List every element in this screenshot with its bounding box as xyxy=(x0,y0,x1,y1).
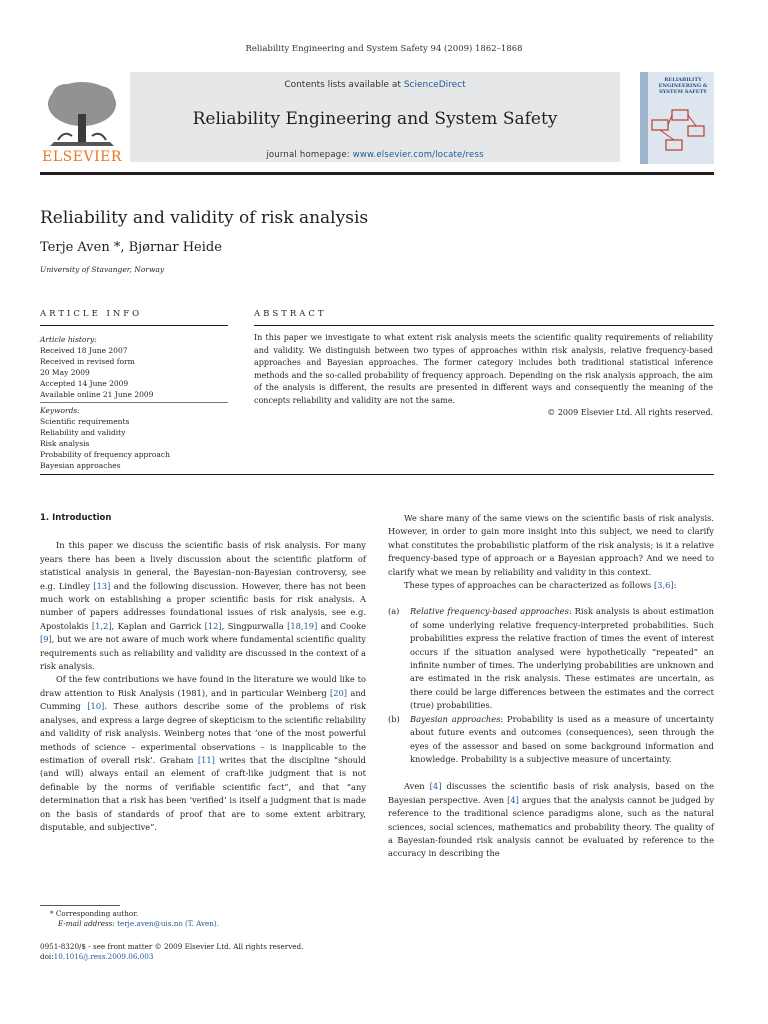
keywords-label: Keywords: xyxy=(40,406,80,415)
article-info xyxy=(40,334,228,400)
cover-title: RELIABILITY ENGINEERING & SYSTEM SAFETY xyxy=(658,77,708,95)
history-label: Article history: xyxy=(40,335,97,344)
info-rule-mid xyxy=(40,402,228,403)
article-title: Reliability and validity of risk analysis xyxy=(40,208,369,228)
left-column xyxy=(40,512,366,834)
contents-line: Contents lists available at ScienceDirect xyxy=(284,80,466,90)
paragraph: Aven [4] discusses the scientific basis of risk analysis, based on the Bayesian perspective. Aven [4] argues that the analysis cannot be judged by reference to the traditional science paradigms alone, such as the natural sciences, social sciences, mathematics and probability theory. The quality of a Bayesian-founded risk analysis cannot be evaluated by reference to the accuracy in describing the xyxy=(388,781,715,859)
sciencedirect-link[interactable]: ScienceDirect xyxy=(403,80,466,90)
section-title: 1. Introduction xyxy=(40,513,112,523)
abstract-heading: ABSTRACT xyxy=(254,309,327,319)
cover-diagram xyxy=(648,108,708,158)
running-head: Reliability Engineering and System Safety 94 (2009) 1862–1868 xyxy=(245,44,523,54)
history-item: Received 18 June 2007 xyxy=(40,346,128,355)
citation[interactable]: [12] xyxy=(204,620,222,631)
history-item: Received in revised form xyxy=(40,357,135,366)
abstract-rule-top xyxy=(254,325,714,326)
journal-cover xyxy=(640,72,714,164)
list-item: (b) Bayesian approaches: Probability is used as a measure of uncertainty about future events and outcomes (consequences), seen through the eyes of the assessor and based on some background information and knowledge. Probability is a subjective measure of uncertainty. xyxy=(388,713,714,764)
history-item: 20 May 2009 xyxy=(40,368,90,377)
email-line: E-mail address: terje.aven@uis.no (T. Aven). xyxy=(58,919,220,928)
citation[interactable]: [18,19] xyxy=(287,620,318,631)
journal-homepage: journal homepage: www.elsevier.com/locate/ress xyxy=(266,150,484,160)
citation[interactable]: [1,2] xyxy=(91,620,112,631)
info-rule-top xyxy=(40,325,228,326)
citation[interactable]: [11] xyxy=(197,754,215,765)
citation[interactable]: [9] xyxy=(40,634,52,645)
citation[interactable]: [13] xyxy=(93,580,111,591)
abstract-body xyxy=(254,332,713,420)
elsevier-logo xyxy=(40,74,124,166)
abstract-text: In this paper we investigate to what extent risk analysis meets the scientific quality requirements of reliability and validity. We distinguish between two types of approaches within risk analysis, relative frequency-based approaches and Bayesian approaches. The former category includes both traditional statistical inference methods and the so-called probability of frequency approach. Depending on the risk analysis approach, the aim of the analysis is different, the results are presented in different ways and consequently the meaning of the concepts reliability and validity are not the same. xyxy=(254,333,713,405)
copyright: © 2009 Elsevier Ltd. All rights reserved. xyxy=(547,408,713,417)
homepage-link[interactable]: www.elsevier.com/locate/ress xyxy=(352,150,484,160)
abstract-rule-bottom xyxy=(40,474,714,475)
keywords xyxy=(40,405,228,471)
keyword-item: Reliability and validity xyxy=(40,428,126,437)
journal-masthead xyxy=(130,72,620,162)
approach-list xyxy=(388,605,714,766)
article-info-heading: ARTICLE INFO xyxy=(40,309,143,319)
paragraph: We share many of the same views on the scientific basis of risk analysis. However, in order to gain more insight into this subject, we need to clarify what constitutes the probabilistic platform of the risk analysis; is it a relative frequency-based type of approach or a Bayesian approach? And we need to clarify what we mean by reliability and validity in this context. xyxy=(388,513,714,577)
history-item: Accepted 14 June 2009 xyxy=(40,379,129,388)
cover-spine xyxy=(640,72,648,164)
front-matter xyxy=(40,942,366,962)
footnote xyxy=(50,909,366,929)
corresponding-author: * Corresponding author. xyxy=(50,909,139,918)
citation[interactable]: [4] xyxy=(429,781,442,792)
doi-link[interactable]: 10.1016/j.ress.2009.06.003 xyxy=(53,952,154,961)
paragraph: These types of approaches can be characterized as follows [3,6]: xyxy=(404,580,677,591)
issn-line: 0951-8320/$ - see front matter © 2009 Elsevier Ltd. All rights reserved. xyxy=(40,942,304,951)
citation[interactable]: [10] xyxy=(87,701,105,712)
citation[interactable]: [3,6] xyxy=(653,580,674,591)
keyword-item: Probability of frequency approach xyxy=(40,450,170,459)
affiliation: University of Stavanger, Norway xyxy=(40,265,165,274)
paragraph: In this paper we discuss the scientific basis of risk analysis. For many years there has been a lively discussion about the scientific platform of statistical analysis in general, the Bayesian–non-Bayesian controversy, see e.g. Lindley [13] and the following discussion. However, there has not been much work on establishing a proper scientific basis for risk analysis. A number of papers addresses foundational issues of risk analysis, see e.g. Apostolakis [1,2], Kaplan and Garrick [12], Singpurwalla [18,19] and Cooke [9], but we are not aware of much work where fundamental scientific quality requirements such as reliability and validity are discussed in the context of a risk analysis. xyxy=(40,540,367,672)
right-column xyxy=(388,512,714,861)
email-link[interactable]: terje.aven@uis.no (T. Aven). xyxy=(117,919,220,928)
list-item: (a) Relative frequency-based approaches: Risk analysis is about estimation of some underlying relative frequency-interpreted probabilities. Such probabilities express the relative fraction of times the event of interest occurs if the situation analysed were hypothetically “repeated” an infinite number of times. The underlying probabilities are unknown and are estimated in the risk analysis. These estimates are uncertain, as there could be large differences between the estimates and the correct (true) probabilities. xyxy=(388,606,714,711)
publisher-name: ELSEVIER xyxy=(42,149,122,165)
authors: Terje Aven *, Bjørnar Heide xyxy=(40,240,222,255)
footnote-rule xyxy=(40,905,120,906)
keyword-item: Scientific requirements xyxy=(40,417,130,426)
doi-line: doi:10.1016/j.ress.2009.06.003 xyxy=(40,952,154,961)
paragraph: Of the few contributions we have found in the literature we would like to draw attention to Risk Analysis (1981), and in particular Weinberg [20] and Cumming [10]. These authors describe some of the problems of risk analyses, and express a large degree of skepticism to the scientific reliability and validity of risk analysis. Weinberg notes that ‘one of the most powerful methods of science – experimental observations – is inapplicable to the estimation of overall risk’. Graham [11] writes that the discipline “should (and will) always entail an element of craft-like judgment that is not definable by the norms of verifiable scientific fact”, and that “any determination that a risk has been ‘verified’ is itself a judgment that is made on the basis of standards of proof that are to some extent arbitrary, disputable, and subjective”. xyxy=(40,674,366,832)
citation[interactable]: [20] xyxy=(330,687,348,698)
history-item: Available online 21 June 2009 xyxy=(40,390,154,399)
journal-title: Reliability Engineering and System Safety xyxy=(192,109,558,129)
header-rule xyxy=(40,172,714,175)
keyword-item: Bayesian approaches xyxy=(40,461,121,470)
citation[interactable]: [4] xyxy=(507,794,519,805)
keyword-item: Risk analysis xyxy=(40,439,90,448)
